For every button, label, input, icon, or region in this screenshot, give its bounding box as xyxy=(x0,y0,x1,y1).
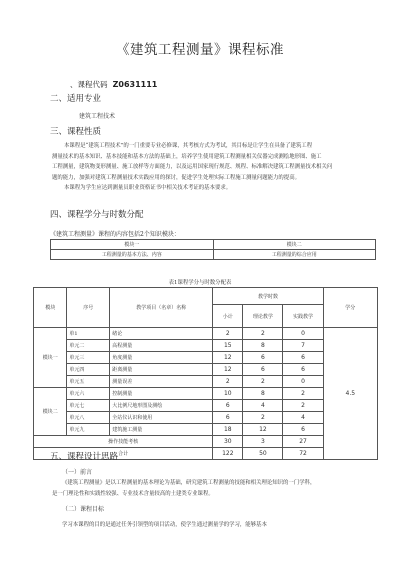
skills-exam-subtotal: 30 xyxy=(213,436,243,448)
unit-practice: 4 xyxy=(283,412,323,424)
unit-practice: 6 xyxy=(283,352,323,364)
unit-name: 建筑施工测量 xyxy=(110,424,213,436)
skills-exam-practice: 27 xyxy=(283,436,323,448)
unit-no: 单1 xyxy=(67,328,110,340)
unit-theory: 8 xyxy=(243,388,283,400)
unit-subtotal: 6 xyxy=(213,400,243,412)
unit-name: 测量误差 xyxy=(110,376,213,388)
unit-name: 高程测量 xyxy=(110,340,213,352)
unit-theory: 6 xyxy=(243,364,283,376)
course-code-value: Z0631111 xyxy=(112,80,158,89)
course-nature-line: 本课程是“建筑工程技术”的一门重要专业必修课，其考核方式为考试，其目标是让学生在具备了建筑工程 xyxy=(64,143,313,149)
skills-exam-cell: 操作技能考核 xyxy=(34,436,213,448)
course-objective-subheading: （二）课程目标 xyxy=(62,506,105,513)
module-one-cell: 模块一 xyxy=(34,328,67,388)
unit-subtotal: 18 xyxy=(213,424,243,436)
col-header-practice: 实践教学 xyxy=(283,305,323,328)
course-code-row xyxy=(70,72,157,91)
unit-subtotal: 12 xyxy=(213,352,243,364)
course-nature-line: 题的能力，加强对建筑工程测量技术实践应用的探讨，促进学生处理实际工程施工测量问题能力的提高。 xyxy=(52,174,300,181)
unit-name: 大比例尺地形图及测绘 xyxy=(110,400,213,412)
course-nature-line: 本课程为学生应达到测量员职业资格证书中相关技术考证的基本要求。 xyxy=(64,185,232,191)
unit-theory: 4 xyxy=(243,400,283,412)
preface-paragraph xyxy=(52,478,377,499)
section-course-nature-heading: 三、课程性质 xyxy=(50,127,102,137)
total-label-cell: 合计 xyxy=(34,448,213,460)
section-credit-hours-heading: 四、课程学分与时数分配 xyxy=(50,210,144,220)
section-applicable-major-heading: 二、适用专业 xyxy=(50,94,102,104)
modules-table-cell: 工程测量的综合应用 xyxy=(213,250,376,260)
unit-practice: 2 xyxy=(283,388,323,400)
unit-theory: 2 xyxy=(243,376,283,388)
unit-theory: 8 xyxy=(243,340,283,352)
course-objective-text: 学习本课程的目的是通过任务引领型的项目活动，使学生通过测量学的学习，能够基本 xyxy=(62,522,267,528)
col-header-theory: 理论教学 xyxy=(243,305,283,328)
unit-name: 绪论 xyxy=(110,328,213,340)
preface-line: 是一门理论性和实践性较强、专业技术含量较高的土建类专业课程。 xyxy=(52,490,214,497)
preface-subheading: （一）前言 xyxy=(62,469,93,476)
unit-subtotal: 2 xyxy=(213,328,243,340)
col-header-no: 序号 xyxy=(67,288,110,328)
unit-no: 单元六 xyxy=(67,388,110,400)
unit-theory: 2 xyxy=(243,412,283,424)
course-code-label: 、课程代码 xyxy=(70,80,108,89)
unit-name: 角度测量 xyxy=(110,352,213,364)
modules-intro-text: 《建筑工程测量》课程的内容包括2个知识模块： xyxy=(50,231,180,238)
unit-subtotal: 2 xyxy=(213,376,243,388)
module-two-cell: 模块二 xyxy=(34,388,67,436)
unit-theory: 2 xyxy=(243,328,283,340)
document-title: 《建筑工程测量》课程标准 xyxy=(116,42,284,58)
col-header-hours: 教学时数 xyxy=(213,288,323,305)
unit-name: 全站仪认识和使用 xyxy=(110,412,213,424)
modules-table-header: 模块二 xyxy=(213,240,376,250)
applicable-major-text: 建筑工程技术 xyxy=(79,113,116,120)
modules-table xyxy=(50,239,376,260)
unit-name: 距离测量 xyxy=(110,364,213,376)
unit-no: 单元八 xyxy=(67,412,110,424)
unit-no: 单元三 xyxy=(67,352,110,364)
unit-theory: 12 xyxy=(243,424,283,436)
modules-table-header: 模块一 xyxy=(51,240,214,250)
unit-practice: 0 xyxy=(283,376,323,388)
unit-practice: 2 xyxy=(283,400,323,412)
unit-no: 单元九 xyxy=(67,424,110,436)
unit-practice: 7 xyxy=(283,340,323,352)
col-header-module: 模块 xyxy=(34,288,67,328)
unit-practice: 0 xyxy=(283,328,323,340)
col-header-project: 教学项目（名章）名称 xyxy=(110,288,213,328)
total-subtotal: 122 xyxy=(213,448,243,460)
unit-subtotal: 6 xyxy=(213,412,243,424)
course-nature-paragraph xyxy=(52,141,374,194)
col-header-subtotal: 小计 xyxy=(213,305,243,328)
unit-practice: 6 xyxy=(283,424,323,436)
hours-table xyxy=(33,287,378,460)
unit-subtotal: 12 xyxy=(213,364,243,376)
unit-subtotal: 15 xyxy=(213,340,243,352)
unit-no: 单元五 xyxy=(67,376,110,388)
unit-name: 控制测量 xyxy=(110,388,213,400)
unit-practice: 6 xyxy=(283,364,323,376)
course-nature-line: 工程测量，建筑物变形测量、施工放样等方面能力，以及运用国家现行规范、规程、标准解决建筑工程测量技术相关问 xyxy=(52,164,333,170)
unit-subtotal: 10 xyxy=(213,388,243,400)
table-caption: 表1课程学分与时数分配表 xyxy=(168,280,232,286)
modules-table-cell: 工程测量的基本方法、内容 xyxy=(51,250,214,260)
course-nature-line: 测量技术的基本知识、基本技能和基本方法的基础上，培养学生使用建筑工程测量相关仪器完成测绘地形图、施工 xyxy=(52,153,322,160)
unit-no: 单元二 xyxy=(67,340,110,352)
unit-no: 单元七 xyxy=(67,400,110,412)
preface-line: 《建筑工程测量》是以工程测量的基本理论为基础，研究建筑工程测量的技能和相关理论知识的一门学科， xyxy=(62,480,316,486)
total-practice: 72 xyxy=(283,448,323,460)
credit-cell: 4.5 xyxy=(323,328,377,460)
unit-no: 单元四 xyxy=(67,364,110,376)
skills-exam-theory: 3 xyxy=(243,436,283,448)
unit-theory: 6 xyxy=(243,352,283,364)
total-theory: 50 xyxy=(243,448,283,460)
col-header-credit: 学分 xyxy=(323,288,377,328)
section-design-heading: 五、课程设计思路 xyxy=(50,452,119,462)
